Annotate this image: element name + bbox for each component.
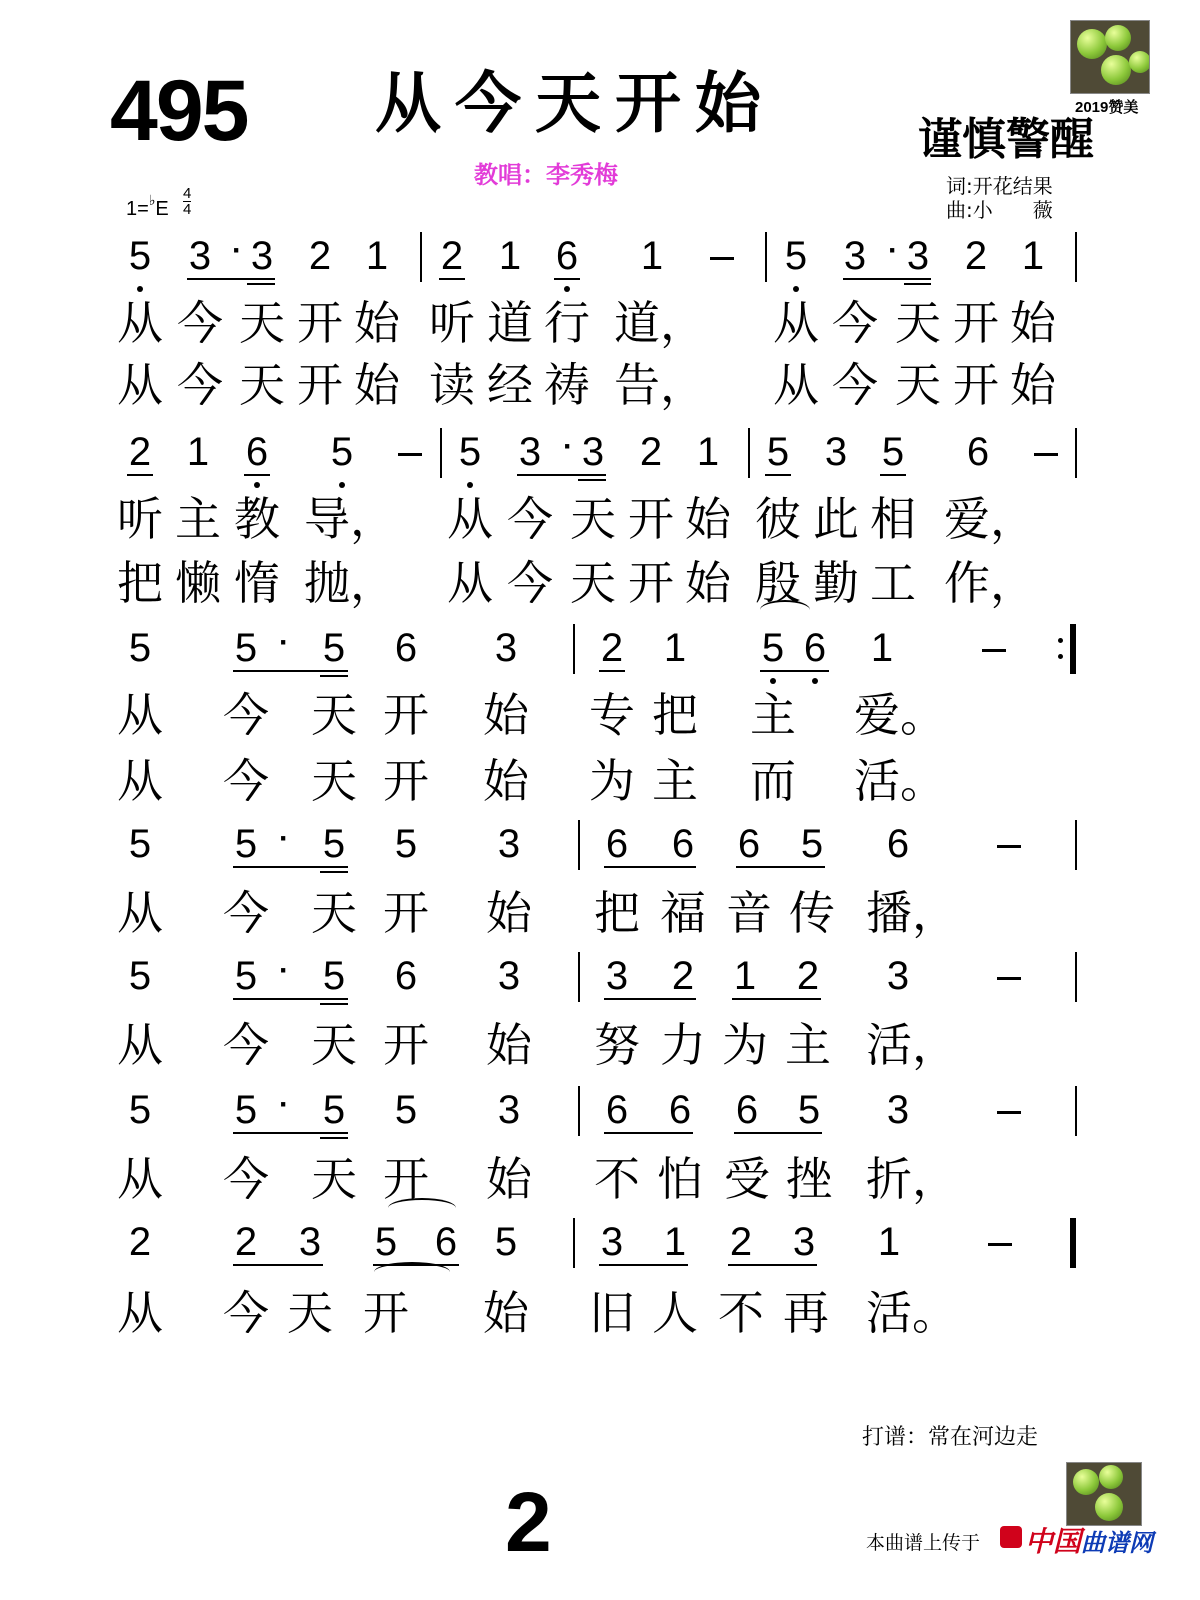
- key-signature: [126, 192, 169, 221]
- lyric-char: 始: [354, 358, 400, 412]
- augmentation-dot: ·: [563, 430, 573, 463]
- note: 6: [394, 954, 418, 998]
- barline: [1075, 820, 1077, 870]
- lyric-char: 今: [177, 358, 223, 412]
- note: 3: [843, 234, 867, 278]
- lyric-char: 从: [773, 296, 819, 350]
- lyric-char: 折，: [866, 1152, 958, 1206]
- note: 6: [245, 430, 269, 474]
- beam-underline: [880, 474, 906, 476]
- note: 5: [458, 430, 482, 474]
- final-barline: [1070, 624, 1076, 674]
- lower-octave-dot: [137, 286, 143, 292]
- beam-underline: [233, 998, 348, 1000]
- note: 5: [322, 954, 346, 998]
- note: 2: [796, 954, 820, 998]
- fruit-photo-footer-icon: [1066, 1462, 1142, 1526]
- note: 5: [330, 430, 354, 474]
- flat-sign: ♭: [148, 192, 156, 208]
- upload-note: 本曲谱上传于: [866, 1532, 981, 1554]
- site-name-part-b: 曲谱网: [1081, 1529, 1154, 1557]
- augmentation-dot: ·: [888, 234, 898, 267]
- lyric-char: 开: [383, 754, 429, 808]
- note: 3: [188, 234, 212, 278]
- note: 6: [668, 1088, 692, 1132]
- lyric-char: 天: [239, 358, 285, 412]
- lyric-char: 旧: [589, 1286, 635, 1340]
- lyric-char: 始: [685, 556, 731, 610]
- lyric-char: 此: [813, 492, 859, 546]
- typesetter-credit: 打谱：常在河边走: [862, 1425, 1039, 1450]
- lyric-char: 抛，: [304, 556, 396, 610]
- song-number: 495: [110, 63, 248, 159]
- lyric-char: 从: [117, 358, 163, 412]
- note: 5: [766, 430, 790, 474]
- song-title: 从今天开始: [375, 64, 775, 142]
- lyric-char: 从: [117, 1018, 163, 1072]
- note: 3: [497, 1088, 521, 1132]
- lyric-char: 天: [287, 1286, 333, 1340]
- lyric-char: 勤: [813, 556, 859, 610]
- composer-credit: 曲:小 薇: [946, 198, 1053, 222]
- note: 2: [128, 1220, 152, 1264]
- barline: [765, 232, 767, 282]
- lyric-char: 始: [354, 296, 400, 350]
- note: 3: [605, 954, 629, 998]
- note: 2: [671, 954, 695, 998]
- beam-underline: [554, 278, 580, 280]
- barline: [1075, 1086, 1077, 1136]
- lyric-char: 开: [383, 688, 429, 742]
- note: 5: [322, 822, 346, 866]
- lyric-char: 始: [486, 886, 532, 940]
- lyric-line: [0, 688, 1200, 752]
- lyric-char: 惰: [234, 556, 280, 610]
- augmentation-dot: ·: [279, 1088, 289, 1121]
- lyric-char: 告，: [614, 358, 706, 412]
- lyric-char: 受: [724, 1152, 770, 1206]
- site-logo-icon: [1000, 1526, 1022, 1548]
- note: 3: [497, 822, 521, 866]
- note: 6: [886, 822, 910, 866]
- lower-octave-dot: [254, 482, 260, 488]
- lyric-char: 天: [895, 358, 941, 412]
- lyric-char: 相: [870, 492, 916, 546]
- lyric-char: 不: [594, 1152, 640, 1206]
- lyric-char: 专: [589, 688, 635, 742]
- lyric-char: 今: [507, 556, 553, 610]
- lyric-char: 开: [628, 556, 674, 610]
- barline: [578, 952, 580, 1002]
- note: 5: [128, 954, 152, 998]
- note: 6: [434, 1220, 458, 1264]
- note: 5: [128, 234, 152, 278]
- note: 1: [877, 1220, 901, 1264]
- repeat-dot: [1058, 654, 1063, 659]
- note: 2: [234, 1220, 258, 1264]
- beam-underline: [320, 1137, 348, 1139]
- beam-underline: [187, 278, 275, 280]
- lyric-char: 导，: [304, 492, 396, 546]
- note: 3: [886, 954, 910, 998]
- lyric-char: 把: [652, 688, 698, 742]
- lyric-char: 始: [483, 1286, 529, 1340]
- note: 1: [663, 626, 687, 670]
- note: 5: [494, 1220, 518, 1264]
- lyric-char: 始: [483, 688, 529, 742]
- beam-underline: [604, 866, 696, 868]
- note: 3: [886, 1088, 910, 1132]
- note: 6: [735, 1088, 759, 1132]
- lyric-char: 爱。: [854, 688, 946, 742]
- note: 5: [800, 822, 824, 866]
- lyric-char: 今: [223, 1152, 269, 1206]
- lyric-char: 天: [311, 688, 357, 742]
- lyric-char: 开: [383, 886, 429, 940]
- beam-underline: [604, 998, 696, 1000]
- sustain-dash: [398, 453, 422, 456]
- lyric-char: 从: [447, 492, 493, 546]
- beam-underline: [604, 1132, 693, 1134]
- lyric-char: 今: [223, 886, 269, 940]
- note: 2: [964, 234, 988, 278]
- fruit-photo-icon: [1070, 20, 1150, 94]
- note: 5: [234, 626, 258, 670]
- note: 6: [394, 626, 418, 670]
- lyric-char: 今: [223, 1286, 269, 1340]
- lyric-char: 从: [117, 754, 163, 808]
- lyric-char: 主: [785, 1018, 831, 1072]
- lyric-line: [0, 358, 1200, 422]
- lyric-char: 传: [789, 886, 835, 940]
- lyric-char: 开: [297, 358, 343, 412]
- lyric-char: 天: [239, 296, 285, 350]
- lyric-char: 从: [117, 688, 163, 742]
- augmentation-dot: ·: [279, 822, 289, 855]
- note: 5: [394, 1088, 418, 1132]
- note: 6: [605, 1088, 629, 1132]
- lyric-char: 天: [311, 1018, 357, 1072]
- lyric-char: 开: [297, 296, 343, 350]
- lyric-char: 爱，: [944, 492, 1036, 546]
- sustain-dash: [997, 845, 1021, 848]
- sustain-dash: [710, 257, 734, 260]
- lyric-char: 从: [117, 886, 163, 940]
- lyric-char: 从: [117, 1152, 163, 1206]
- lyric-char: 始: [685, 492, 731, 546]
- note: 2: [440, 234, 464, 278]
- lyric-line: [0, 886, 1200, 950]
- lyric-char: 开: [363, 1286, 409, 1340]
- note: 1: [498, 234, 522, 278]
- teacher-credit: 教唱：李秀梅: [474, 161, 618, 189]
- sustain-dash: [988, 1243, 1012, 1246]
- lyric-char: 殷: [755, 556, 801, 610]
- note: 5: [128, 1088, 152, 1132]
- note: 3: [581, 430, 605, 474]
- lyric-char: 读: [429, 358, 475, 412]
- note: 3: [792, 1220, 816, 1264]
- barline: [1075, 952, 1077, 1002]
- lyric-char: 为: [722, 1018, 768, 1072]
- repeat-dot: [1058, 638, 1063, 643]
- lyricist-credit: 词:开花结果: [946, 174, 1053, 198]
- note: 5: [128, 626, 152, 670]
- key-prefix: 1=: [126, 198, 149, 220]
- beam-underline: [233, 1132, 348, 1134]
- barline: [748, 428, 750, 478]
- lyric-char: 从: [117, 1286, 163, 1340]
- barline: [1075, 428, 1077, 478]
- barline: [1075, 232, 1077, 282]
- note: 1: [365, 234, 389, 278]
- lyric-char: 活。: [866, 1286, 958, 1340]
- lyric-char: 开: [628, 492, 674, 546]
- lower-octave-dot: [339, 482, 345, 488]
- note: 5: [234, 954, 258, 998]
- barline: [578, 1086, 580, 1136]
- note: 5: [881, 430, 905, 474]
- sustain-dash: [997, 977, 1021, 980]
- note: 5: [797, 1088, 821, 1132]
- lower-octave-dot: [793, 286, 799, 292]
- category-label: 谨慎警醒: [918, 114, 1094, 165]
- lyric-line: [0, 296, 1200, 360]
- lyric-line: [0, 1018, 1200, 1082]
- barline: [573, 1218, 575, 1268]
- lyric-line: [0, 556, 1200, 620]
- lyric-char: 天: [311, 1152, 357, 1206]
- note: 5: [234, 822, 258, 866]
- beam-underline: [233, 1264, 323, 1266]
- lower-octave-dot: [812, 678, 818, 684]
- lyric-char: 开: [953, 296, 999, 350]
- beam-underline: [247, 283, 275, 285]
- sustain-dash: [1034, 453, 1058, 456]
- lyric-char: 彼: [755, 492, 801, 546]
- note: 2: [128, 430, 152, 474]
- lyric-char: 始: [483, 754, 529, 808]
- lyric-char: 把: [117, 556, 163, 610]
- lyric-char: 再: [783, 1286, 829, 1340]
- slur: [374, 1262, 450, 1282]
- beam-underline: [439, 278, 465, 280]
- lower-octave-dot: [467, 482, 473, 488]
- beam-underline: [843, 278, 931, 280]
- beam-underline: [578, 479, 606, 481]
- lyric-char: 音: [726, 886, 772, 940]
- lyric-char: 开: [383, 1018, 429, 1072]
- lyric-char: 始: [486, 1152, 532, 1206]
- beam-underline: [765, 474, 791, 476]
- lyric-char: 怕: [657, 1152, 703, 1206]
- note: 2: [308, 234, 332, 278]
- lyric-char: 开: [383, 1152, 429, 1206]
- barline: [440, 428, 442, 478]
- beam-underline: [233, 670, 348, 672]
- lyric-char: 今: [223, 754, 269, 808]
- lyric-char: 人: [652, 1286, 698, 1340]
- note: 3: [518, 430, 542, 474]
- note: 2: [600, 626, 624, 670]
- beam-underline: [244, 474, 270, 476]
- beam-underline: [320, 871, 348, 873]
- lyric-char: 努: [594, 1018, 640, 1072]
- beam-underline: [320, 675, 348, 677]
- lyric-char: 听: [429, 296, 475, 350]
- barline: [578, 820, 580, 870]
- note: 6: [737, 822, 761, 866]
- lyric-char: 主: [175, 492, 221, 546]
- lyric-char: 为: [589, 754, 635, 808]
- note: 5: [128, 822, 152, 866]
- lyric-line: [0, 1286, 1200, 1350]
- note: 3: [494, 626, 518, 670]
- lyric-char: 道，: [614, 296, 706, 350]
- lyric-char: 主: [652, 754, 698, 808]
- note: 2: [639, 430, 663, 474]
- lyric-char: 今: [832, 358, 878, 412]
- lyric-char: 天: [311, 886, 357, 940]
- lyric-char: 活。: [854, 754, 946, 808]
- lyric-char: 工: [870, 556, 916, 610]
- page-number: 2: [505, 1475, 552, 1569]
- beam-underline: [127, 474, 153, 476]
- barline: [573, 624, 575, 674]
- note: 5: [761, 626, 785, 670]
- lyric-char: 从: [447, 556, 493, 610]
- final-barline: [1070, 1218, 1076, 1268]
- note: 5: [322, 626, 346, 670]
- beam-underline: [728, 1264, 817, 1266]
- note: 1: [870, 626, 894, 670]
- beam-underline: [732, 998, 821, 1000]
- lyric-char: 始: [486, 1018, 532, 1072]
- lyric-char: 作，: [944, 556, 1036, 610]
- note: 3: [497, 954, 521, 998]
- note: 5: [394, 822, 418, 866]
- lyric-char: 力: [660, 1018, 706, 1072]
- beam-underline: [320, 1003, 348, 1005]
- note: 1: [696, 430, 720, 474]
- book-label: 2019赞美: [1075, 99, 1139, 116]
- slur: [388, 1198, 456, 1218]
- lyric-char: 今: [177, 296, 223, 350]
- lyric-char: 活，: [866, 1018, 958, 1072]
- lyric-char: 今: [223, 1018, 269, 1072]
- lyric-char: 经: [487, 358, 533, 412]
- lower-octave-dot: [564, 286, 570, 292]
- sustain-dash: [982, 649, 1006, 652]
- lyric-char: 不: [718, 1286, 764, 1340]
- time-bottom: 4: [183, 201, 192, 218]
- note: 5: [322, 1088, 346, 1132]
- note: 5: [234, 1088, 258, 1132]
- time-top: 4: [183, 185, 192, 202]
- note: 5: [374, 1220, 398, 1264]
- beam-underline: [904, 283, 931, 285]
- lyric-char: 祷: [544, 358, 590, 412]
- note: 5: [784, 234, 808, 278]
- augmentation-dot: ·: [279, 954, 289, 987]
- beam-underline: [599, 670, 625, 672]
- lyric-line: [0, 1152, 1200, 1216]
- note: 6: [605, 822, 629, 866]
- lyric-char: 今: [223, 688, 269, 742]
- credits: [946, 174, 1053, 222]
- lyric-char: 天: [570, 492, 616, 546]
- note: 1: [733, 954, 757, 998]
- lyric-line: [0, 492, 1200, 556]
- lyric-char: 天: [895, 296, 941, 350]
- time-signature: [183, 186, 191, 217]
- lyric-char: 福: [660, 886, 706, 940]
- augmentation-dot: ·: [232, 234, 242, 267]
- barline: [420, 232, 422, 282]
- lyric-char: 把: [594, 886, 640, 940]
- augmentation-dot: ·: [279, 626, 289, 659]
- beam-underline: [760, 670, 829, 672]
- beam-underline: [734, 1132, 822, 1134]
- note: 6: [803, 626, 827, 670]
- lyric-line: [0, 754, 1200, 818]
- note: 3: [250, 234, 274, 278]
- lyric-char: 今: [832, 296, 878, 350]
- beam-underline: [517, 474, 606, 476]
- slur: [760, 600, 810, 620]
- site-name-part-a: 中国: [1025, 1525, 1082, 1558]
- note: 1: [186, 430, 210, 474]
- beam-underline: [599, 1264, 688, 1266]
- note: 6: [966, 430, 990, 474]
- lyric-char: 道: [487, 296, 533, 350]
- lyric-char: 行: [544, 296, 590, 350]
- lyric-char: 天: [311, 754, 357, 808]
- lyric-char: 主: [750, 688, 796, 742]
- note: 3: [298, 1220, 322, 1264]
- note: 1: [663, 1220, 687, 1264]
- lyric-char: 从: [773, 358, 819, 412]
- note: 1: [640, 234, 664, 278]
- lower-octave-dot: [770, 678, 776, 684]
- site-name[interactable]: [1025, 1520, 1153, 1560]
- sustain-dash: [997, 1111, 1021, 1114]
- beam-underline: [736, 866, 825, 868]
- note: 6: [671, 822, 695, 866]
- note: 6: [555, 234, 579, 278]
- note: 3: [600, 1220, 624, 1264]
- lyric-char: 懒: [175, 556, 221, 610]
- lyric-char: 始: [1010, 358, 1056, 412]
- key-note: E: [155, 198, 169, 220]
- note: 3: [824, 430, 848, 474]
- lyric-char: 始: [1010, 296, 1056, 350]
- note: 1: [1021, 234, 1045, 278]
- lyric-char: 听: [117, 492, 163, 546]
- lyric-char: 从: [117, 296, 163, 350]
- lyric-char: 天: [570, 556, 616, 610]
- note: 3: [906, 234, 930, 278]
- lyric-char: 播，: [866, 886, 958, 940]
- lyric-char: 开: [953, 358, 999, 412]
- lyric-char: 今: [507, 492, 553, 546]
- beam-underline: [233, 866, 348, 868]
- note: 2: [729, 1220, 753, 1264]
- lyric-char: 而: [750, 754, 796, 808]
- lyric-char: 教: [234, 492, 280, 546]
- lyric-char: 挫: [786, 1152, 832, 1206]
